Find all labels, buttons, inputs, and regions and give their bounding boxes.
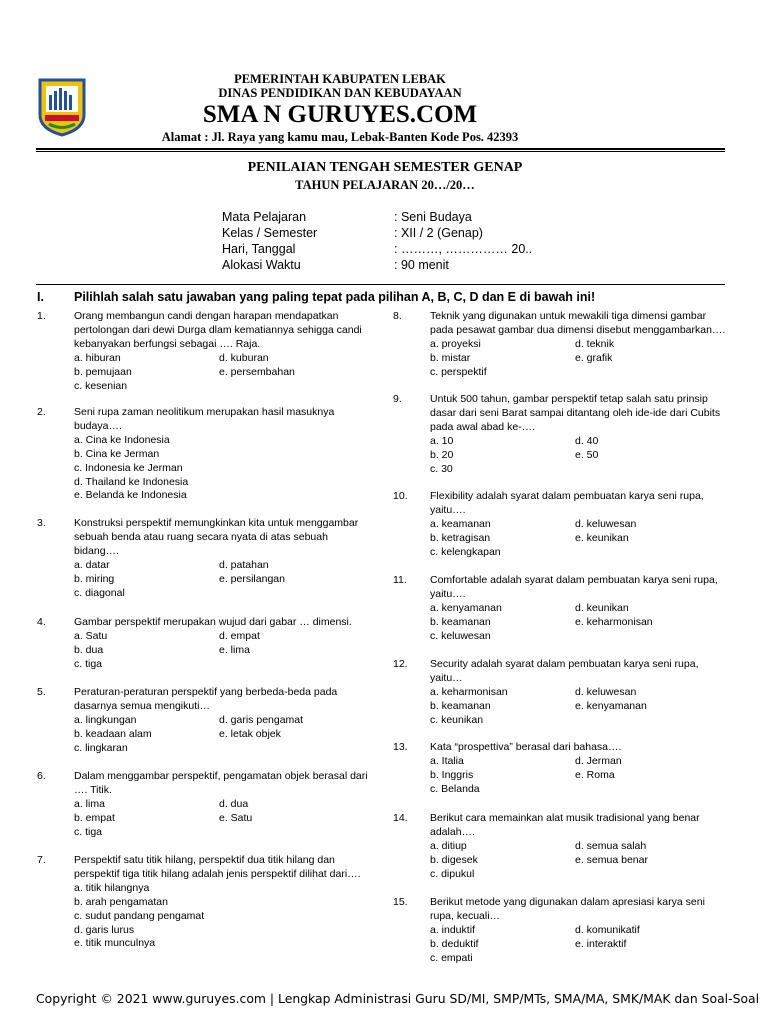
question-text-line: rupa, kecuali… xyxy=(430,909,501,922)
question-text-line: Seni rupa zaman neolitikum merupakan hasil masuknya xyxy=(74,406,335,418)
answer-option[interactable]: a. kenyamanan xyxy=(430,601,502,614)
exam-year: TAHUN PELAJARAN 20…/20… xyxy=(295,178,475,192)
answer-option[interactable]: a. 10 xyxy=(430,434,454,447)
question-text-line: Kata “prospettiva” berasal dari bahasa…. xyxy=(430,741,622,753)
question-text-line: Berikut cara memainkan alat musik tradisional yang benar xyxy=(430,812,700,824)
question-text xyxy=(430,574,718,602)
question-number: 2. xyxy=(37,406,46,418)
answer-option[interactable]: d. Thailand ke Indonesia xyxy=(74,475,189,488)
answer-options xyxy=(74,352,369,394)
question-number: 10. xyxy=(393,490,408,502)
answer-option[interactable]: b. Cina ke Jerman xyxy=(74,447,160,460)
answer-option[interactable]: d. kuburan xyxy=(219,351,269,364)
answer-option[interactable]: d. keunikan xyxy=(575,601,629,614)
answer-options xyxy=(74,434,374,504)
answer-option[interactable]: b. digesek xyxy=(430,853,478,866)
answer-option[interactable]: a. keharmonisan xyxy=(430,685,508,698)
question-text-line: pada pesawat gambar dua dimensi disebut menggambarkan…. xyxy=(430,323,726,336)
question-text-line: Konstruksi perspektif memungkinkan kita untuk menggambar xyxy=(74,517,359,529)
answer-option[interactable] xyxy=(575,630,725,644)
question-text xyxy=(430,896,705,924)
answer-options xyxy=(430,755,725,797)
answer-option[interactable]: c. 30 xyxy=(430,462,453,475)
info-label-class: Kelas / Semester xyxy=(222,226,318,240)
header-divider xyxy=(36,148,725,150)
answer-option[interactable]: c. empati xyxy=(430,951,473,964)
school-name: SMA N GURUYES.COM xyxy=(202,101,478,128)
answer-option[interactable]: e. persembahan xyxy=(219,365,295,378)
answer-option[interactable]: d. Jerman xyxy=(575,754,622,767)
question-text-line: kebanyakan berfungsi sebagai …. Raja. xyxy=(74,337,261,350)
answer-options xyxy=(430,924,725,966)
question-text-line: Perspektif satu titik hilang, perspektif dua titik hilang dan xyxy=(74,854,335,866)
question-text-line: dasarnya semua mengikuti… xyxy=(74,699,210,712)
answer-option[interactable] xyxy=(575,366,725,380)
answer-option[interactable]: c. keunikan xyxy=(430,713,484,726)
info-label-subject: Mata Pelajaran xyxy=(222,210,307,224)
answer-options xyxy=(430,518,725,560)
info-divider xyxy=(36,284,725,285)
answer-options xyxy=(430,840,725,882)
question-text-line: Gambar perspektif merupakan wujud dari gabar … dimensi. xyxy=(74,616,352,628)
question-text-line: perspektif tiga titik hilang adalah jenis perspektif dilihat dari…. xyxy=(74,867,361,880)
question-number: 13. xyxy=(393,741,408,753)
answer-option[interactable]: e. persilangan xyxy=(219,572,285,585)
answer-option[interactable] xyxy=(575,714,725,728)
answer-option[interactable]: c. tiga xyxy=(74,657,103,670)
question-number: 7. xyxy=(37,854,46,866)
answer-options xyxy=(74,798,369,840)
info-value-duration: : 90 menit xyxy=(394,258,449,272)
header-department: DINAS PENDIDIKAN DAN KEBUDAYAAN xyxy=(218,86,462,100)
answer-options xyxy=(74,714,369,756)
question-text-line: dasar dari seni Barat sampai ditantang oleh ide-ide dari Cubits xyxy=(430,406,721,419)
question-number: 14. xyxy=(393,812,408,824)
answer-option[interactable]: d. patahan xyxy=(219,558,269,571)
answer-option[interactable]: e. letak objek xyxy=(219,727,281,740)
answer-options xyxy=(74,630,369,672)
answer-options xyxy=(430,686,725,728)
answer-option[interactable]: b. deduktif xyxy=(430,937,479,950)
answer-option[interactable]: c. keluwesan xyxy=(430,629,491,642)
answer-option[interactable]: d. semua salah xyxy=(575,839,647,852)
answer-option[interactable]: c. kelengkapan xyxy=(430,545,501,558)
question-text-line: Dalam menggambar perspektif, pengamatan objek berasal dari xyxy=(74,770,368,782)
answer-option[interactable] xyxy=(575,868,725,882)
question-number: 15. xyxy=(393,896,408,908)
section-instruction: Pilihlah salah satu jawaban yang paling tepat pada pilihan A, B, C, D dan E di bawah ini! xyxy=(74,290,596,304)
answer-option[interactable]: e. titik munculnya xyxy=(74,937,156,950)
question-number: 4. xyxy=(37,616,46,628)
answer-option[interactable]: b. dua xyxy=(74,643,104,656)
answer-option[interactable]: e. kenyamanan xyxy=(575,699,647,712)
info-label-duration: Alokasi Waktu xyxy=(222,258,301,272)
answer-option[interactable]: e. semua benar xyxy=(575,853,648,866)
answer-option[interactable]: a. titik hilangnya xyxy=(74,881,150,894)
question-number: 12. xyxy=(393,658,408,670)
question-text-line: Security adalah syarat dalam pembuatan karya seni rupa, xyxy=(430,658,699,670)
answer-option[interactable]: d. garis pengamat xyxy=(219,713,304,726)
question-text xyxy=(74,406,334,434)
question-number: 11. xyxy=(393,574,407,586)
question-text xyxy=(74,616,352,630)
answer-option[interactable]: d. dua xyxy=(219,797,249,810)
answer-option[interactable]: e. interaktif xyxy=(575,937,627,950)
question-text xyxy=(74,517,358,559)
question-text-line: yaitu…. xyxy=(430,503,466,516)
answer-option[interactable]: e. Belanda ke Indonesia xyxy=(74,489,187,502)
question-text-line: pertolongan dari dewi Durga dlam kematiannya sehigga candi xyxy=(74,323,362,336)
info-label-date: Hari, Tanggal xyxy=(222,242,296,256)
question-text xyxy=(430,393,720,435)
answer-option[interactable]: b. miring xyxy=(74,572,115,585)
question-text-line: Teknik yang digunakan untuk mewakili tiga dimensi gambar xyxy=(430,310,707,322)
question-number: 1. xyxy=(37,310,46,322)
question-text xyxy=(74,310,362,352)
answer-option[interactable]: e. lima xyxy=(219,643,250,656)
answer-option[interactable]: a. lima xyxy=(74,797,105,810)
answer-option[interactable]: c. kesenian xyxy=(74,379,128,392)
answer-option[interactable]: b. arah pengamatan xyxy=(74,895,168,908)
answer-option[interactable]: b. pemujaan xyxy=(74,365,132,378)
answer-option[interactable] xyxy=(219,826,369,840)
answer-option[interactable]: b. Inggris xyxy=(430,768,474,781)
answer-option[interactable]: d. teknik xyxy=(575,337,615,350)
info-value-subject: : Seni Budaya xyxy=(394,210,472,224)
section-number: I. xyxy=(37,290,44,304)
answer-option[interactable] xyxy=(575,783,725,797)
answer-option[interactable]: c. diagonal xyxy=(74,586,125,599)
question-text-line: Untuk 500 tahun, gambar perspektif tetap salah satu prinsip xyxy=(430,393,708,405)
answer-option[interactable]: d. empat xyxy=(219,629,260,642)
answer-option[interactable] xyxy=(219,742,369,756)
answer-option[interactable]: d. 40 xyxy=(575,434,599,447)
question-text-line: Flexibility adalah syarat dalam pembuatan karya seni rupa, xyxy=(430,490,704,502)
question-text-line: sebuah benda atau ruang secara nyata di atas sebuah xyxy=(74,530,328,543)
answer-option[interactable]: d. keluwesan xyxy=(575,517,637,530)
answer-option[interactable]: c. Indonesia ke Jerman xyxy=(74,461,183,474)
answer-option[interactable]: c. lingkaran xyxy=(74,741,128,754)
question-text-line: pada awal abad ke-…. xyxy=(430,420,536,433)
question-text-line: adalah…. xyxy=(430,825,475,838)
answer-options xyxy=(74,559,369,601)
answer-options xyxy=(74,882,374,952)
question-number: 5. xyxy=(37,686,46,698)
answer-option[interactable]: e. keunikan xyxy=(575,531,629,544)
answer-option[interactable]: e. Satu xyxy=(219,811,253,824)
answer-options xyxy=(430,435,725,477)
answer-option[interactable]: a. ditiup xyxy=(430,839,467,852)
question-text xyxy=(74,854,361,882)
answer-option[interactable]: a. proyeksi xyxy=(430,337,481,350)
answer-option[interactable]: a. induktif xyxy=(430,923,475,936)
answer-option[interactable]: d. keluwesan xyxy=(575,685,637,698)
answer-option[interactable]: b. 20 xyxy=(430,448,454,461)
question-number: 3. xyxy=(37,517,46,529)
question-text-line: Berikut metode yang digunakan dalam apresiasi karya seni xyxy=(430,896,705,908)
answer-option[interactable]: c. perspektif xyxy=(430,365,487,378)
answer-option[interactable]: e. 50 xyxy=(575,448,599,461)
question-text xyxy=(430,310,725,338)
answer-option[interactable]: b. keadaan alam xyxy=(74,727,152,740)
question-text-line: Orang membangun candi dengan harapan mendapatkan xyxy=(74,310,339,322)
question-text-line: bidang…. xyxy=(74,544,119,557)
answer-option[interactable]: b. keamanan xyxy=(430,699,491,712)
question-text xyxy=(74,686,337,714)
answer-option[interactable]: e. keharmonisan xyxy=(575,615,653,628)
answer-option[interactable]: a. Italia xyxy=(430,754,464,767)
question-text-line: Peraturan-peraturan perspektif yang berbeda-beda pada xyxy=(74,686,338,698)
answer-option[interactable] xyxy=(219,587,369,601)
answer-option[interactable] xyxy=(575,546,725,560)
question-text-line: yaitu… xyxy=(430,671,463,684)
answer-option[interactable]: c. dipukul xyxy=(430,867,475,880)
answer-option[interactable]: e. Roma xyxy=(575,768,615,781)
answer-option[interactable]: c. Belanda xyxy=(430,782,480,795)
answer-option[interactable]: a. keamanan xyxy=(430,517,491,530)
question-text xyxy=(430,812,700,840)
info-value-class: : XII / 2 (Genap) xyxy=(394,226,483,240)
answer-option[interactable] xyxy=(575,463,725,477)
question-number: 8. xyxy=(393,310,402,322)
exam-title: PENILAIAN TENGAH SEMESTER GENAP xyxy=(247,160,523,175)
question-text-line: …. Titik. xyxy=(74,783,112,796)
answer-option[interactable]: c. tiga xyxy=(74,825,103,838)
question-text-line: budaya…. xyxy=(74,419,122,432)
answer-option[interactable]: b. empat xyxy=(74,811,115,824)
question-text-line: Comfortable adalah syarat dalam pembuatan karya seni rupa, xyxy=(430,574,718,586)
answer-option[interactable]: a. Satu xyxy=(74,629,108,642)
footer-copyright: Copyright © 2021 www.guruyes.com | Lengkap Administrasi Guru SD/MI, SMP/MTs, SMA/MA, SMK/MAK dan Soal-Soal xyxy=(36,991,760,1006)
answer-option[interactable] xyxy=(219,658,369,672)
answer-option[interactable]: a. Cina ke Indonesia xyxy=(74,433,170,446)
question-number: 6. xyxy=(37,770,46,782)
question-text xyxy=(430,741,621,755)
question-text xyxy=(430,658,698,686)
answer-option[interactable]: a. datar xyxy=(74,558,110,571)
answer-option[interactable]: a. hiburan xyxy=(74,351,121,364)
question-number: 9. xyxy=(393,393,402,405)
header-divider-thin xyxy=(36,151,725,152)
question-text xyxy=(74,770,368,798)
answer-options xyxy=(430,602,725,644)
answer-option[interactable]: b. mistar xyxy=(430,351,471,364)
answer-option[interactable] xyxy=(219,380,369,394)
question-text xyxy=(430,490,704,518)
answer-options xyxy=(430,338,725,380)
answer-option[interactable]: d. komunikatif xyxy=(575,923,640,936)
answer-option[interactable]: c. sudut pandang pengamat xyxy=(74,909,205,922)
info-value-date: : ………, …………… 20.. xyxy=(394,242,533,256)
answer-option[interactable] xyxy=(575,952,725,966)
question-text-line: yaitu…. xyxy=(430,587,466,600)
answer-option[interactable]: b. keamanan xyxy=(430,615,491,628)
header-government: PEMERINTAH KABUPATEN LEBAK xyxy=(234,72,446,86)
answer-option[interactable]: a. lingkungan xyxy=(74,713,137,726)
school-address: Alamat : Jl. Raya yang kamu mau, Lebak-Banten Kode Pos. 42393 xyxy=(161,130,519,144)
answer-option[interactable]: b. ketragisan xyxy=(430,531,491,544)
answer-option[interactable]: e. grafik xyxy=(575,351,613,364)
answer-option[interactable]: d. garis lurus xyxy=(74,923,135,936)
